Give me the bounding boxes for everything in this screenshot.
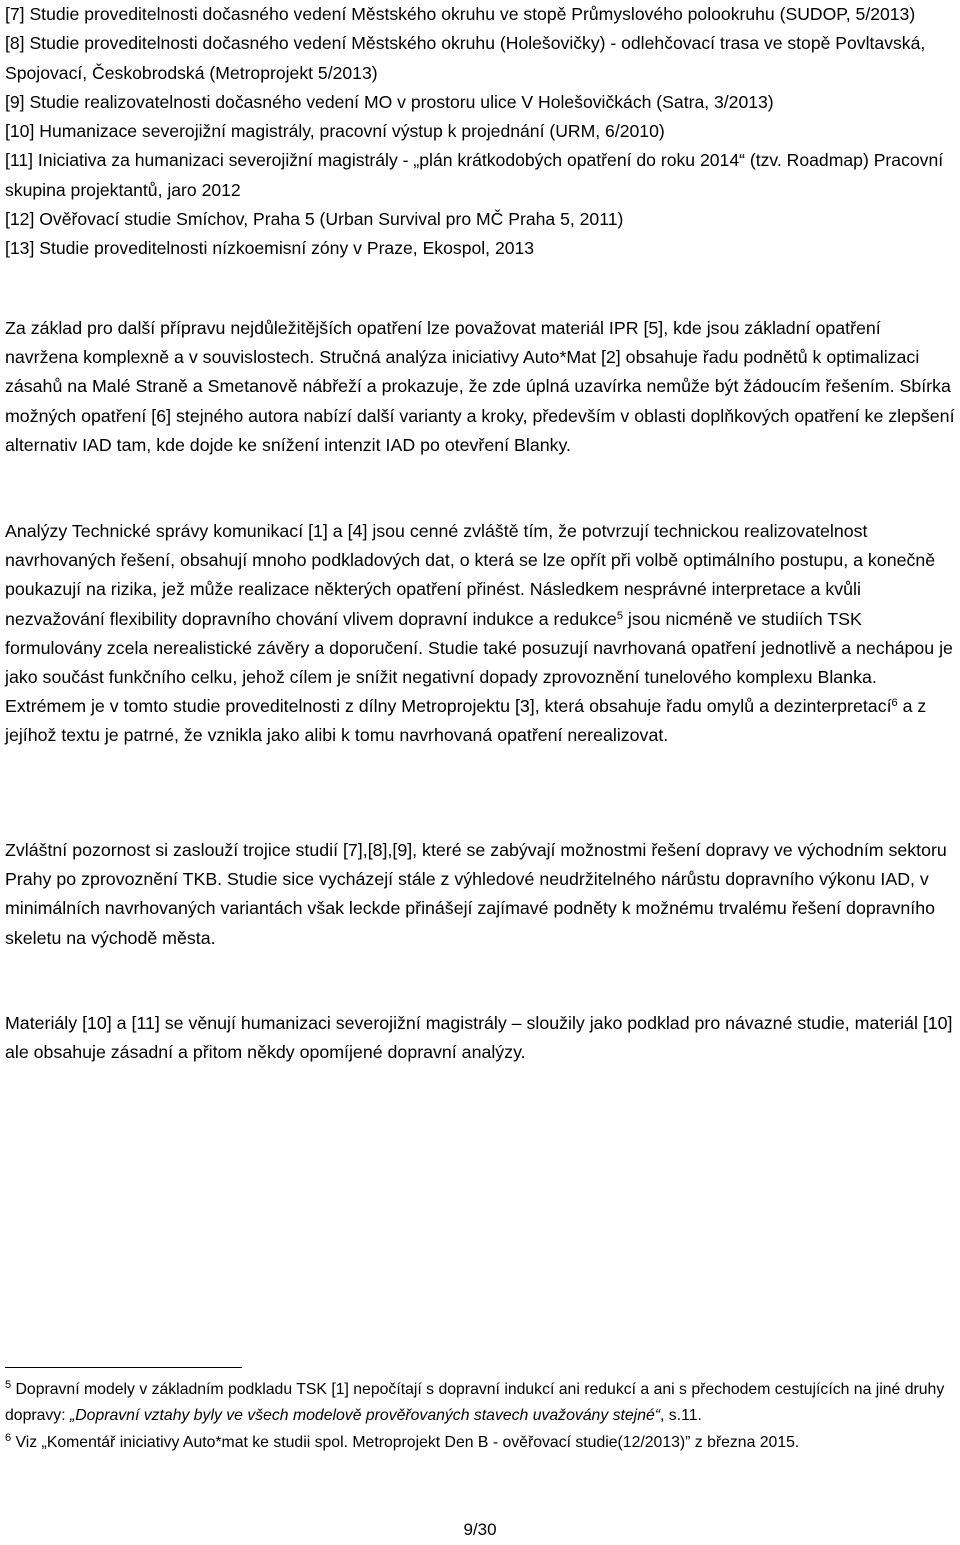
reference-item: [8] Studie proveditelnosti dočasného vedení Městského okruhu (Holešovičky) - odlehčovací trasa ve stopě Povltavská, Spojovací, Českobrodská (Metroprojekt 5/2013) (5, 33, 926, 83)
reference-item: [11] Iniciativa za humanizaci severojižní magistrály - „plán krátkodobých opatření do roku 2014“ (tzv. Roadmap) Pracovní skupina projektantů, jaro 2012 (5, 150, 944, 200)
reference-item: [12] Ověřovací studie Smíchov, Praha 5 (Urban Survival pro MČ Praha 5, 2011) (5, 209, 624, 230)
footnote-6 (5, 1430, 955, 1456)
page-number: 9/30 (463, 1520, 497, 1539)
footnote-mark: 6 (5, 1431, 12, 1444)
paragraph-text: jsou nicméně ve studiích TSK formulovány zcela nerealistické závěry a doporučení. Studie také posuzují navrhovaná opatření jednotlivě a nechápou je jako součást funkčního celku, jehož cílem je snížit negativní dopady zprovoznění tunelového komplexu Blanka. Extrémem je v tomto studie proveditelnosti z dílny Metroprojektu [3], která obsahuje řadu omylů a dezinterpretací (5, 608, 953, 717)
footnote-ref-5[interactable]: 5 (616, 609, 623, 622)
paragraph-ipr-basis: Za základ pro další přípravu nejdůležitějších opatření lze považovat materiál IPR [5], kde jsou základní opatření navržena komplexně a v souvislostech. Stručná analýza iniciativy Auto*Mat [2] obsahuje řadu podnětů k optimalizaci zásahů na Malé Straně a Smetanově nábřeží a prokazuje, že zde úplná uzavírka nemůže být žádoucím řešením. Sbírka možných opatření [6] stejného autora nabízí další varianty a kroky, především v oblasti doplňkových opatření ke zlepšení alternativ IAD tam, kde dojde ke snížení intenzit IAD po otevření Blanky. (5, 318, 955, 455)
footnote-ref-6[interactable]: 6 (891, 697, 898, 710)
paragraph-text: Analýzy Technické správy komunikací [1] a [4] jsou cenné zvláště tím, že potvrzují technickou realizovatelnost navrhovaných řešení, obsahují mnoho podkladových dat, o která se lze opřít při volbě optimálního postupu, a konečně poukazují na rizika, jež může realizace některých opatření přinést. Následkem nesprávné interpretace a kvůli nezvažování flexibility dopravního chování vlivem dopravní indukce a redukce (5, 521, 936, 629)
paragraph-eastern-sector: Zvláštní pozornost si zaslouží trojice studií [7],[8],[9], které se zabývají možnostmi řešení dopravy ve východním sektoru Prahy po zprovoznění TKB. Studie sice vycházejí stále z výhledové neudržitelného nárůstu dopravního výkonu IAD, v minimálních navrhovaných variantách však leckde přinášejí zajímavé podněty k možnému trvalému řešení dopravního skeletu na východě města. (5, 840, 947, 948)
footnote-5 (5, 1377, 955, 1430)
footnote-quote: „Dopravní vztahy byly ve všech modelově prověřovaných stavech uvažovány stejné“ (69, 1407, 661, 1425)
reference-item: [10] Humanizace severojižní magistrály, pracovní výstup k projednání (URM, 6/2010) (5, 121, 665, 142)
reference-item: [7] Studie proveditelnosti dočasného vedení Městského okruhu ve stopě Průmyslového polookruhu (SUDOP, 5/2013) (5, 4, 916, 24)
reference-item: [13] Studie proveditelnosti nízkoemisní zóny v Praze, Ekospol, 2013 (5, 238, 535, 259)
paragraph-text: a z jejíhož textu je patrné, že vznikla jako alibi k tomu navrhovaná opatření nerealizovat. (5, 696, 927, 746)
footnote-text: , s.11. (660, 1407, 702, 1425)
footnote-text: Dopravní modely v základním podkladu TSK [1] nepočítají s dopravní indukcí ani redukcí a ani s přechodem cestujících na jiné druhy dopravy: (5, 1381, 945, 1425)
paragraph-magistrala-materials: Materiály [10] a [11] se věnují humanizaci severojižní magistrály – sloužily jako podklad pro návazné studie, materiál [10] ale obsahuje zásadní a přitom někdy opomíjené dopravní analýzy. (5, 1013, 953, 1063)
reference-item: [9] Studie realizovatelnosti dočasného vedení MO v prostoru ulice V Holešovičkách (Satra, 3/2013) (5, 91, 774, 112)
footnote-mark: 5 (5, 1379, 12, 1391)
footnote-separator (5, 1367, 242, 1368)
paragraph-tsk-analyses (5, 517, 955, 751)
footnotes (5, 1377, 955, 1456)
reference-list (5, 0, 955, 264)
footnote-text: Viz „Komentář iniciativy Auto*mat ke studii spol. Metroprojekt Den B - ověřovací studie(12/2013)” z března 2015. (11, 1433, 800, 1451)
